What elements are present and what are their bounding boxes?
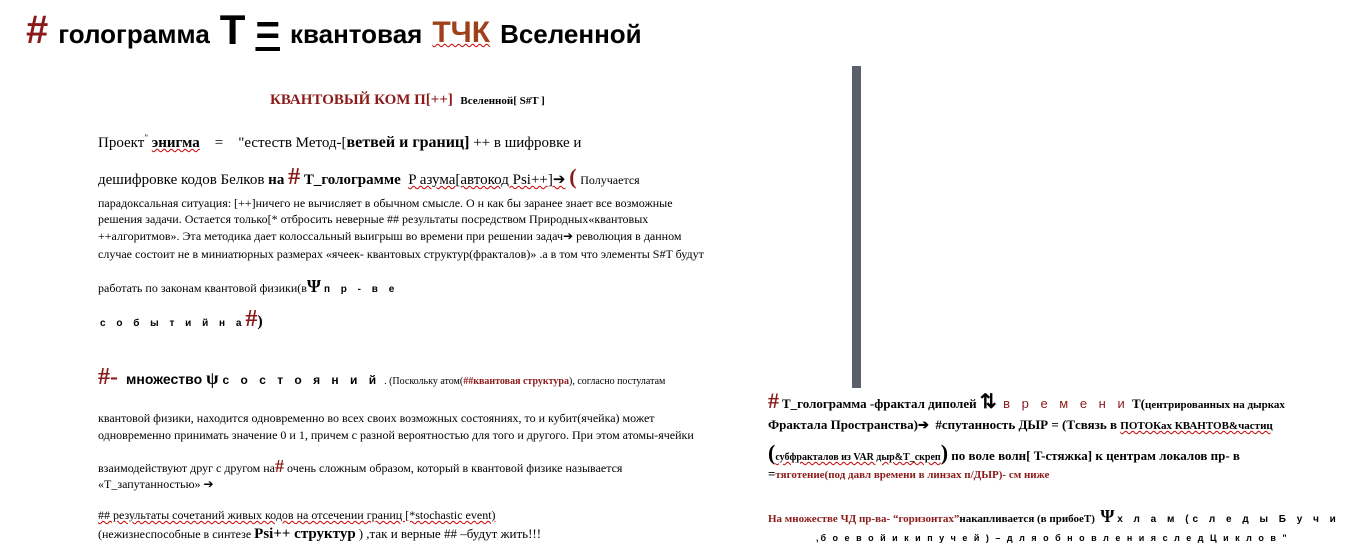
title-tchk: ТЧК	[432, 16, 491, 49]
header-main: КВАНТОВЫЙ КОМ П[++]	[270, 92, 453, 108]
left-line-1: Проект" энигма = "естеств Метод-[ветвей и границ] ++ в шифровке и	[98, 133, 582, 151]
right-line-1: # T_голограмма -фрактал диполей ⇅ в р е м е н и T(центрированных на дырках	[768, 388, 1285, 413]
right-line-2: Фрактала Пространства)➔ #спутанность ДЫР = (Tсвязь в ПОТОКах КВАНТОВ&частиц	[768, 417, 1273, 432]
title-word-quantum: квантовая	[289, 19, 423, 49]
title-t: T	[219, 6, 246, 53]
left-line-4: решения задачи. Остается только[* отбросить неверные ## результаты посредством Природных«квантовых	[98, 212, 649, 226]
left-line-12: взаимодействуют друг с другом на# очень сложным образом, который в квантовой физике называется	[98, 456, 623, 476]
title-hash: #	[26, 8, 49, 52]
left-line-9: #- множество ψ с о с т о я н и й . (Поскольку атом(##квантовая структура), согласно постулатам	[98, 364, 666, 390]
page-title	[26, 4, 642, 53]
right-line-6: ,б о е в о й и к и п у ч е й ) – д л я о б н о в л е н и я с л е д Ц и к л о в "	[816, 533, 1289, 543]
left-line-6: случае состоит не в миниатюрных размерах «ячеек- квантовых структур(фракталов)» .а в том что элементы S#T будут	[98, 247, 704, 261]
left-line-14: ## результаты сочетаний живых кодов на отсечении границ [*stochastic event)	[98, 508, 496, 522]
header-sub: Вселенной[ S#T ]	[460, 95, 545, 107]
left-line-7: работать по законам квантовой физики(вΨ п р - в е	[98, 276, 399, 296]
left-line-2: дешифровке кодов Белков на # T_голограмме P азума[автокод Psi++]➔ ( Получается	[98, 164, 640, 190]
section-header	[270, 92, 545, 109]
left-line-3: парадоксальная ситуация: [++]ничего не вычисляет в обычном смысле. О н как бы заранее знает все возможные	[98, 196, 673, 210]
right-line-3: (субфракталов из VAR дыр&T_скреп) по воле волн[ T-стяжка] к центрам локалов пр- в	[768, 440, 1240, 465]
title-word-universe: Вселенной	[500, 19, 642, 49]
title-word-hologram: голограмма	[58, 19, 210, 49]
left-line-8: с о б ы т и й н а#)	[100, 306, 263, 332]
right-line-5: На множестве ЧД пр-ва- “горизонтах”накапливается (в прибоеT) Ψ х л а м (с л е д ы Б у ч и	[768, 506, 1340, 526]
vertical-divider	[852, 66, 861, 388]
title-eq: =	[255, 6, 280, 53]
left-line-11: одновременно принимать значение 0 и 1, причем с разной вероятностью для того и другого. При этом атомы-ячейки	[98, 428, 694, 442]
left-line-5: ++алгоритмов». Эта методика дает колоссальный выигрыш во времени при решении задач➔ революция в данном	[98, 229, 682, 243]
left-line-10: квантовой физики, находится одновременно во всех своих возможных состояниях, то и кубит(ячейка) может	[98, 411, 655, 425]
right-line-4: =тяготение(под давл времени в линзах п/ДЫР)- см ниже	[768, 466, 1050, 481]
left-line-13: «T_запутанностью» ➔	[98, 477, 214, 491]
left-line-15: (нежизнеспособные в синтезе Psi++ структур ) ,так и верные ## –будут жить!!!	[98, 526, 542, 542]
